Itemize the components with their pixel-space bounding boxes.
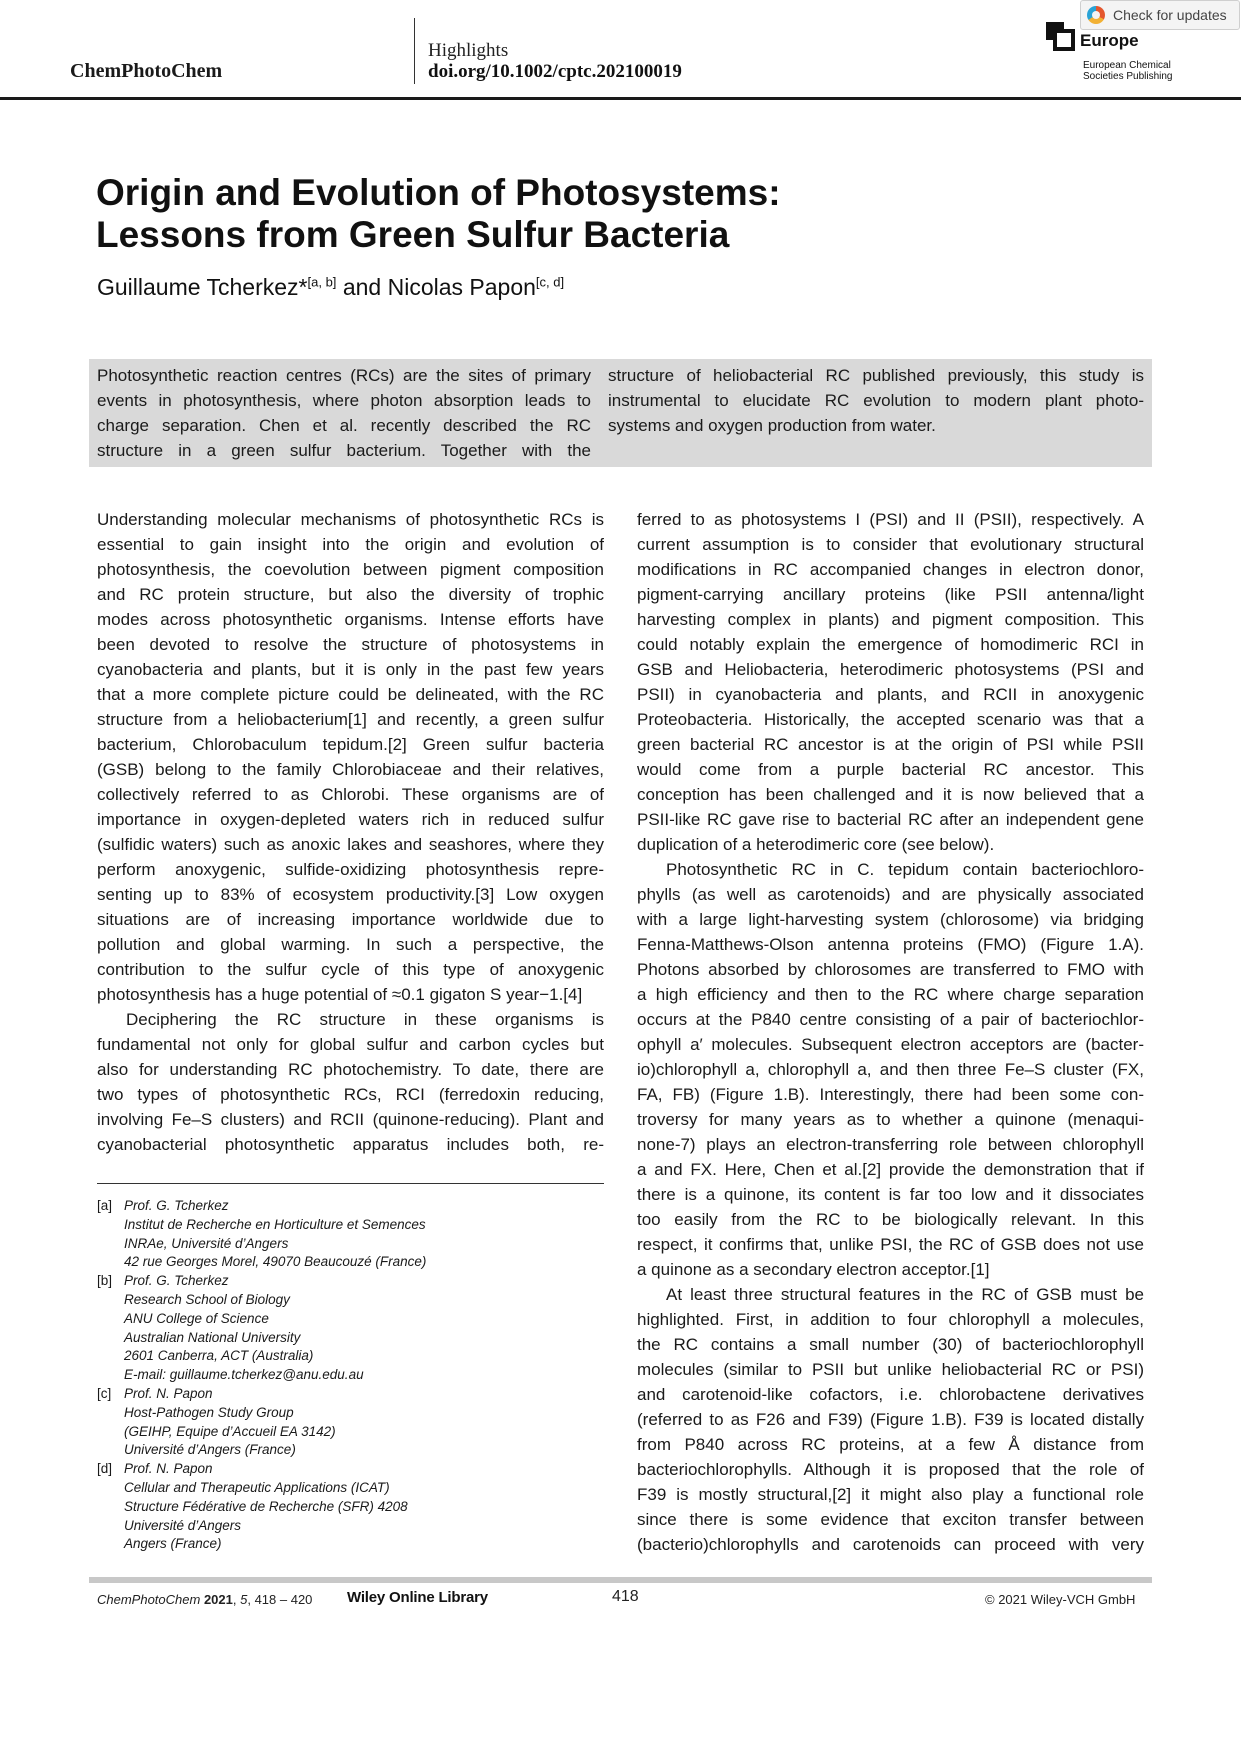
footnote-rule [97,1183,604,1184]
text-line: structure of heliobacterial RC published previously, this study is [608,366,1144,385]
affiliation-tag: [c] [97,1385,112,1401]
article-title-line-1: Origin and Evolution of Photosystems: [96,172,781,213]
affiliation-item [97,1460,617,1554]
abstract-left-column [97,363,591,463]
affiliation-line: INRAe, Université d’Angers [124,1235,289,1251]
affiliation-line: 2601 Canberra, ACT (Australia) [124,1348,314,1364]
author-1-affiliation: [a, b] [307,274,337,290]
affiliation-line: Cellular and Therapeutic Applications (ICAT) [124,1479,390,1495]
text-line: would come from a purple bacterial RC ancestor. This [637,760,1144,779]
text-line: duplication of a heterodimeric core (see below). [637,835,995,854]
text-line: PSII-like RC gave rise to bacterial RC after an independent gene [637,810,1144,829]
affiliation-item [97,1385,617,1460]
affiliation-line: Prof. G. Tcherkez [124,1198,229,1213]
publisher-logo-subtitle-2: Societies Publishing [1083,71,1173,82]
text-line: ferred to as photosystems I (PSI) and II (PSII), respectively. A [637,510,1144,529]
body-left-column [97,507,604,1157]
journal-name: ChemPhotoChem [70,60,223,82]
affiliation-line: 42 rue Georges Morel, 49070 Beaucouzé (France) [124,1254,427,1270]
text-line: modifications in RC accompanied changes in electron donor, [637,560,1144,579]
text-line: bacterium, Chlorobaculum tepidum.[2] Green sulfur bacteria [97,735,604,754]
affiliation-line: Research School of Biology [124,1291,290,1307]
text-line: Understanding molecular mechanisms of photosynthetic RCs is [97,510,604,529]
text-line: situations are of increasing importance worldwide due to [97,910,604,929]
text-line: the RC contains a small number (30) of bacteriochlorophyll [637,1335,1144,1354]
text-line: structure in a green sulfur bacterium. Together with the [97,441,591,460]
text-line: current assumption is to consider that evolutionary structural [637,535,1144,554]
affiliation-line: Angers (France) [124,1536,222,1552]
text-line: modes across photosynthetic organisms. Intense efforts have [97,610,604,629]
text-line: Fenna-Matthews-Olson antenna proteins (FMO) (Figure 1.A). [637,935,1144,954]
page-number: 418 [612,1588,639,1605]
text-line: ophyll a′ molecules. Subsequent electron acceptors are (bacter- [637,1035,1144,1054]
text-line: highlighted. First, in addition to four chlorophyll a molecules, [637,1310,1144,1329]
email-line[interactable]: E-mail: guillaume.tcherkez@anu.edu.au [124,1367,364,1383]
footer-citation: ChemPhotoChem 2021, 5, 418 – 420 [97,1592,313,1607]
text-line: too easily from the RC to be biologically relevant. In this [637,1210,1144,1229]
text-line: troversy for many years as to whether a quinone (menaqui- [637,1110,1144,1129]
text-line: that a more complete picture could be delineated, with the RC [97,685,604,704]
affiliation-item [97,1272,617,1385]
affiliation-line: Université d’Angers (France) [124,1442,296,1458]
text-line: cyanobacterial photosynthetic apparatus includes both, re- [97,1135,604,1154]
text-line: collectively referred to as Chlorobi. These organisms are of [97,785,604,804]
text-line: there is a quinone, its content is far too low and it dissociates [637,1185,1144,1204]
affiliation-line: Prof. G. Tcherkez [124,1273,229,1289]
text-line: could notably explain the emergence of homodimeric RCI in [637,635,1144,654]
chemistry-europe-logo-icon [1046,22,1076,52]
text-line: FA, FB) (Figure 1.B). Interestingly, there had been some con- [637,1085,1144,1104]
text-line: GSB and Heliobacteria, heterodimeric photosystems (PSI and [637,660,1144,679]
text-line: green bacterial RC ancestor is at the origin of PSI while PSII [637,735,1144,754]
publisher-logo-subtitle: European Chemical [1083,60,1171,71]
text-line: instrumental to elucidate RC evolution to modern plant photo- [608,391,1144,410]
affiliation-tag: [a] [97,1198,113,1213]
text-line: also for understanding RC photochemistry. To date, there are [97,1060,604,1079]
text-line: Photosynthetic RC in C. tepidum contain bacteriochloro- [666,860,1144,879]
crossmark-icon [1087,6,1105,24]
article-title [96,172,996,256]
affiliation-line: Prof. N. Papon [124,1385,213,1401]
body-right-column [637,507,1144,1557]
text-line: and RC protein structure, but also the diversity of trophic [97,585,604,604]
text-line: (GSB) belong to the family Chlorobiaceae and their relatives, [97,760,604,779]
affiliation-line: ANU College of Science [124,1310,269,1326]
text-line: a and FX. Here, Chen et al.[2] provide the demonstration that if [637,1160,1144,1179]
header-rule [0,97,1241,100]
author-conjunction: and [336,274,388,300]
author-2-affiliation: [c, d] [535,274,565,290]
text-line: photosynthesis, the coevolution between pigment composition [97,560,604,579]
abstract-box [89,359,1152,467]
text-line: charge separation. Chen et al. recently described the RC [97,416,591,435]
wiley-online-library-link[interactable]: Wiley Online Library [347,1589,488,1606]
text-line: (bacterio)chlorophylls and carotenoids can proceed with very [637,1535,1144,1554]
text-line: At least three structural features in the RC of GSB must be [666,1285,1144,1304]
affiliation-item [97,1197,617,1272]
text-line: importance in oxygen-depleted waters rich in reduced sulfur [97,810,604,829]
text-line: (referred to as F26 and F39) (Figure 1.B). F39 is located distally [637,1410,1144,1429]
footer-journal-volume: 5 [240,1592,248,1607]
affiliation-line: Structure Fédérative de Recherche (SFR) 4208 [124,1498,408,1514]
text-line: conception has been challenged and it is now believed that a [637,785,1144,804]
text-line: a quinone as a secondary electron acceptor.[1] [637,1260,990,1279]
text-line: (sulfidic waters) such as anoxic lakes and seashores, where they [97,835,604,854]
affiliation-line: Australian National University [124,1329,301,1345]
abstract-right-column [608,363,1144,438]
footer-journal-name: ChemPhotoChem [97,1592,201,1607]
text-line: pigment-carrying ancillary proteins (like PSII antenna/light [637,585,1144,604]
text-line: and carotenoid-like cofactors, i.e. chlorobactene derivatives [637,1385,1144,1404]
text-line: contribution to the sulfur cycle of this type of anoxygenic [97,960,604,979]
affiliation-tag: [b] [97,1273,113,1289]
affiliation-line: Host-Pathogen Study Group [124,1404,294,1420]
authors [97,274,564,301]
text-line: since there is some evidence that exciton transfer between [637,1510,1144,1529]
text-line: essential to gain insight into the origin and evolution of [97,535,604,554]
text-line: respect, it confirms that, unlike PSI, the RC of GSB does not use [637,1235,1144,1254]
text-line: perform anoxygenic, sulfide-oxidizing photosynthesis repre- [97,860,604,879]
text-line: photosynthesis has a huge potential of ≈0.1 gigaton S year−1.[4] [97,985,583,1004]
doi-link[interactable]: doi.org/10.1002/cptc.202100019 [428,61,682,82]
affiliation-line: Université d’Angers [124,1517,242,1533]
text-line: structure from a heliobacterium[1] and recently, a green sulfur [97,710,604,729]
affiliations [97,1197,617,1554]
text-line: io)chlorophyll a, chlorophyll a, and then three Fe–S cluster (FX, [637,1060,1144,1079]
check-for-updates-label: Check for updates [1113,7,1227,23]
text-line: events in photosynthesis, where photon absorption leads to [97,391,591,410]
text-line: Photosynthetic reaction centres (RCs) are the sites of primary [97,366,591,385]
text-line: none-7) plays an electron-transferring role between chlorophyll [637,1135,1144,1154]
text-line: Proteobacteria. Historically, the accepted scenario was that a [637,710,1144,729]
section-label: Highlights [428,40,509,61]
author-1[interactable]: Guillaume Tcherkez* [97,274,308,300]
publisher-logo-title: Europe [1080,31,1139,50]
footer-bar [89,1577,1152,1583]
text-line: molecules (similar to PSII but unlike heliobacterial RC or PSI) [637,1360,1144,1379]
affiliation-line: Institut de Recherche en Horticulture et Semences [124,1216,426,1232]
affiliation-line: Prof. N. Papon [124,1461,213,1477]
text-line: Photons absorbed by chlorosomes are transferred to FMO with [637,960,1144,979]
text-line: bacteriochlorophylls. Although it is proposed that the role of [637,1460,1144,1479]
text-line: a high efficiency and then to the RC where charge separation [637,985,1144,1004]
text-line: fundamental not only for global sulfur and carbon cycles but [97,1035,604,1054]
copyright: © 2021 Wiley-VCH GmbH [985,1592,1136,1607]
author-2[interactable]: Nicolas Papon [387,274,536,300]
text-line: Deciphering the RC structure in these organisms is [126,1010,604,1029]
text-line: involving Fe–S clusters) and RCII (quinone-reducing). Plant and [97,1110,604,1129]
footer-journal-year: 2021 [203,1592,233,1607]
text-line: occurs at the P840 centre consisting of a pair of bacteriochlor- [637,1010,1144,1029]
affiliation-tag: [d] [97,1461,113,1477]
text-line: two types of photosynthetic RCs, RCI (ferredoxin reducing, [97,1085,604,1104]
text-line: been devoted to resolve the structure of photosystems in [97,635,604,654]
text-line: F39 is mostly structural,[2] it might also play a functional role [637,1485,1144,1504]
text-line: systems and oxygen production from water. [608,416,936,435]
header-divider [414,18,415,84]
text-line: pollution and global warming. In such a perspective, the [97,935,604,954]
text-line: PSII) in cyanobacteria and plants, and RCII in anoxygenic [637,685,1144,704]
text-line: harvesting complex in plants) and pigment composition. This [637,610,1144,629]
text-line: cyanobacteria and plants, but it is only in the past few years [97,660,604,679]
text-line: with a large light-harvesting system (chlorosome) via bridging [637,910,1144,929]
text-line: phylls (as well as carotenoids) and are physically associated [637,885,1144,904]
check-for-updates-button[interactable] [1080,0,1240,30]
article-title-line-2: Lessons from Green Sulfur Bacteria [96,214,730,255]
text-line: senting up to 83% of ecosystem productivity.[3] Low oxygen [97,885,604,904]
affiliation-line: (GEIHP, Equipe d’Accueil EA 3142) [124,1423,336,1439]
text-line: from P840 across RC proteins, at a few Å distance from [637,1435,1144,1454]
footer-journal-pages: 418 – 420 [254,1592,313,1607]
